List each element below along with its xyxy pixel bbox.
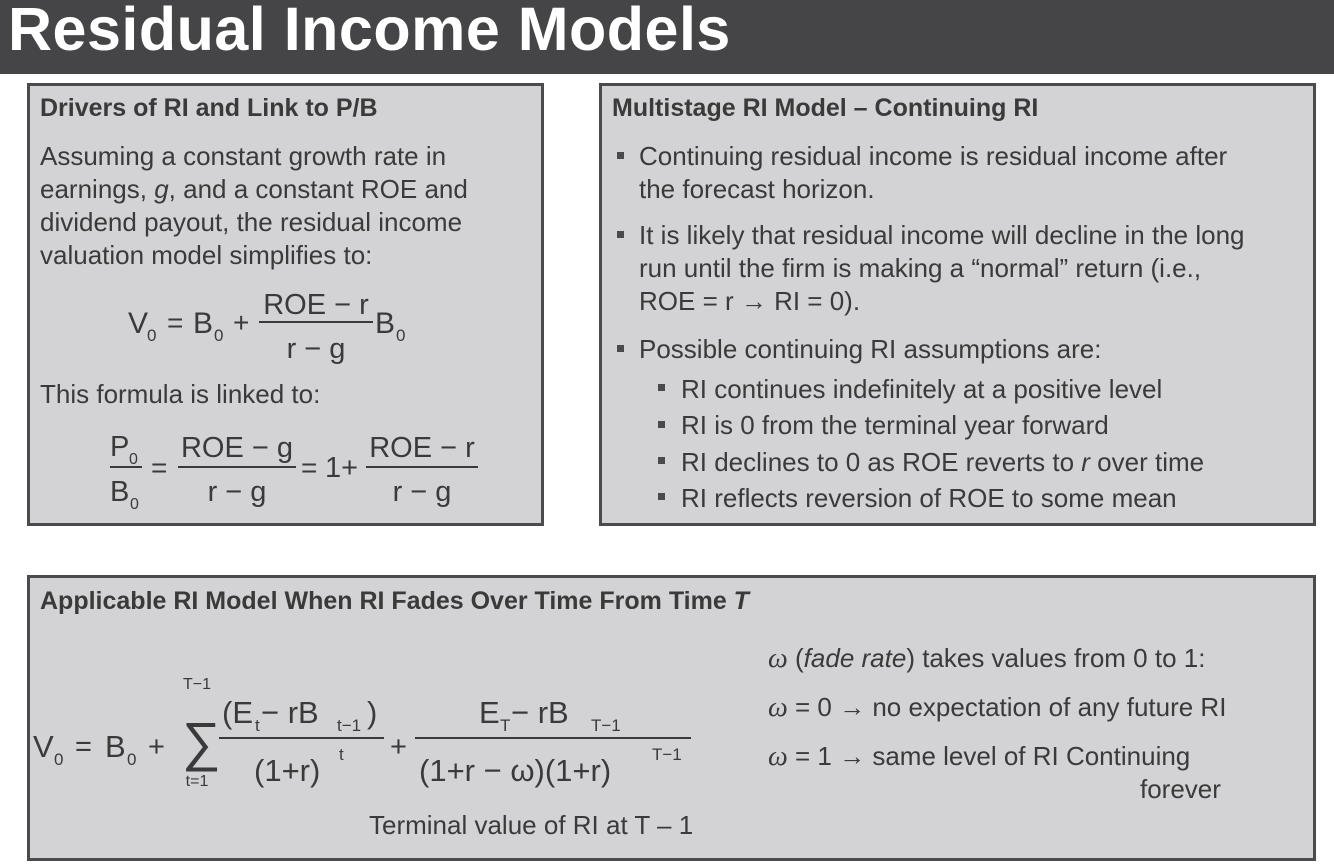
svg-text:0: 0 [127,750,137,769]
panel-fading-ri [27,575,1316,861]
svg-text:(1+r): (1+r) [254,753,321,788]
svg-text:+: + [148,731,165,763]
svg-text:=: = [301,452,318,483]
sub-bullet-marker-icon [658,457,665,464]
panel-drivers-of-ri [27,83,544,526]
terminal-value-caption: Terminal value of RI at T – 1 [369,810,694,840]
svg-text:+: + [390,731,407,763]
bullet-2-line-1: It is likely that residual income will decline in the long [639,220,1245,250]
svg-text:r − g: r − g [207,476,267,508]
svg-text:V: V [128,307,149,340]
sub-bullet-2: RI is 0 from the terminal year forward [681,410,1109,440]
svg-text:): ) [367,695,378,730]
bullet-2-line-2: run until the firm is making a “normal” return (i.e., [639,253,1202,283]
fade-rate-note-3: ω = 1 → same level of RI Continuing [768,741,1191,772]
svg-text:1+: 1+ [325,452,359,484]
sub-bullet-marker-icon [658,421,665,428]
formula-fading-ri [3,678,723,808]
svg-text:P: P [110,431,130,463]
intro-line-3: dividend payout, the residual income [40,207,463,237]
svg-text:T: T [500,716,511,735]
bullet-marker-icon [617,231,624,238]
bullet-3-line-1: Possible continuing RI assumptions are: [639,334,1102,364]
svg-text:r − g: r − g [286,333,346,365]
omega-icon: ω [768,741,788,772]
svg-text:r − g: r − g [392,476,452,508]
svg-text:t: t [339,745,344,764]
svg-text:B: B [110,476,130,508]
svg-text:∑: ∑ [182,712,221,772]
linked-text: This formula is linked to: [40,379,321,409]
panel-title: Applicable RI Model When RI Fades Over Time From Time T [40,587,749,615]
svg-text:0: 0 [129,451,138,468]
bullet-1-line-1: Continuing residual income is residual income after [639,141,1228,171]
fade-rate-note-2: ω = 0 → no expectation of any future RI [768,692,1227,723]
svg-text:(E: (E [222,695,253,730]
svg-text:0: 0 [54,750,64,769]
svg-text:=: = [167,307,184,338]
page-title: Residual Income Models [8,0,731,63]
svg-text:V: V [33,729,54,764]
svg-text:T−1: T−1 [182,678,212,693]
sub-bullet-marker-icon [658,493,665,500]
fade-rate-note-3-wrap: forever [1140,774,1221,804]
svg-text:t: t [255,716,260,735]
svg-text:=: = [75,731,92,763]
panel-multistage-ri [599,83,1316,526]
svg-text:B: B [105,729,126,764]
panel-title: Drivers of RI and Link to P/B [40,94,378,122]
svg-text:0: 0 [130,496,139,513]
sub-bullet-1: RI continues indefinitely at a positive level [681,374,1163,404]
formula-simplified-ri [30,281,541,371]
sub-bullet-marker-icon [658,384,665,391]
svg-text:ROE − r: ROE − r [263,289,369,321]
svg-text:=: = [151,452,168,483]
intro-line-1: Assuming a constant growth rate in [40,141,447,171]
svg-text:E: E [479,695,500,730]
svg-text:B: B [375,307,396,340]
svg-text:− rB: − rB [511,695,569,730]
formula-pb-link [30,424,541,514]
svg-text:ROE − r: ROE − r [369,432,475,464]
svg-text:(1+r − ω)(1+r): (1+r − ω)(1+r) [419,753,612,788]
omega-icon: ω [768,692,788,723]
svg-text:T−1: T−1 [591,716,621,735]
title-bar [0,0,1334,74]
fade-rate-note-1: ω (fade rate) takes values from 0 to 1: [768,643,1206,674]
svg-text:t=1: t=1 [185,773,209,790]
svg-text:t−1: t−1 [337,716,362,735]
intro-line-2: earnings, g, and a constant ROE and [40,174,468,204]
bullet-marker-icon [617,152,624,159]
svg-text:ROE − g: ROE − g [180,432,294,464]
svg-text:B: B [193,307,214,340]
bullet-1-line-2: the forecast horizon. [639,174,875,204]
svg-text:+: + [233,307,250,338]
svg-text:0: 0 [396,326,406,345]
svg-text:0: 0 [147,326,157,345]
omega-icon: ω [768,643,788,674]
svg-text:0: 0 [214,326,224,345]
bullet-2-line-3: ROE = r → RI = 0). [639,286,861,316]
svg-text:− rB: − rB [261,695,319,730]
svg-text:T−1: T−1 [652,745,682,764]
panel-title: Multistage RI Model – Continuing RI [612,94,1039,122]
bullet-marker-icon [617,345,624,352]
sub-bullet-4: RI reflects reversion of ROE to some mean [681,483,1177,513]
sub-bullet-3: RI declines to 0 as ROE reverts to r over time [681,447,1205,477]
intro-line-4: valuation model simplifies to: [40,240,373,270]
